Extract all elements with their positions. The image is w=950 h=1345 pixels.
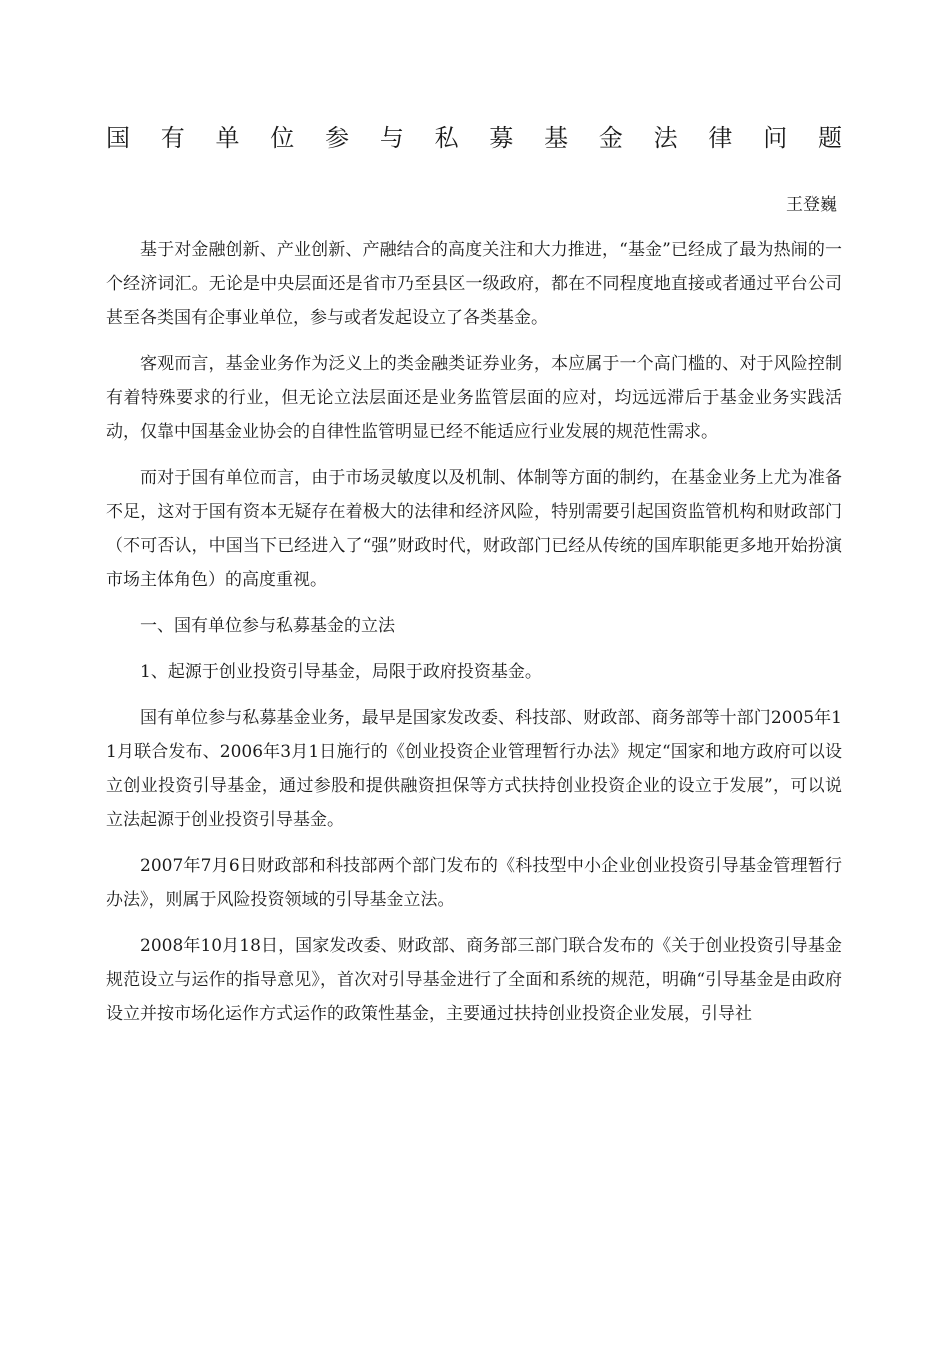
title-char: 问 (763, 124, 788, 152)
author-name: 王登巍 (786, 195, 837, 215)
title-char: 金 (598, 124, 623, 152)
title-char: 律 (708, 124, 733, 152)
title-char: 基 (544, 124, 569, 152)
section-heading: 一、国有单位参与私募基金的立法 (140, 616, 395, 636)
title-char: 位 (270, 124, 295, 152)
paragraph-objective-view: 客观而言，基金业务作为泛义上的类金融类证券业务，本应属于一个高门槛的、对于风险控制有着特殊要求的行业，但无论立法层面还是业务监管层面的应对，均远远滞后于基金业务实践活动，仅靠中国基金业协会的自律性监管明显已经不能适应行业发展的规范性需求。 (106, 354, 842, 442)
title-char: 法 (653, 124, 678, 152)
title-char: 有 (160, 124, 185, 152)
paragraph-state-units: 而对于国有单位而言，由于市场灵敏度以及机制、体制等方面的制约，在基金业务上尤为准备不足，这对于国有资本无疑存在着极大的法律和经济风险，特别需要引起国资监管机构和财政部门（不可否认，中国当下已经进入了“强”财政时代，财政部门已经从传统的国库职能更多地开始扮演市场主体角色）的高度重视。 (106, 468, 842, 590)
title-char: 私 (434, 124, 459, 152)
subsection-heading: 1、起源于创业投资引导基金，局限于政府投资基金。 (140, 662, 542, 682)
paragraph-2008: 2008年10月18日，国家发改委、财政部、商务部三部门联合发布的《关于创业投资引导基金规范设立与运作的指导意见》，首次对引导基金进行了全面和系统的规范，明确“引导基金是由政府设立并按市场化运作方式运作的政策性基金，主要通过扶持创业投资企业发展，引导社 (106, 936, 842, 1024)
document-body (106, 233, 842, 1043)
title-char: 单 (215, 124, 240, 152)
paragraph-2007: 2007年7月6日财政部和科技部两个部门发布的《科技型中小企业创业投资引导基金管理暂行办法》，则属于风险投资领域的引导基金立法。 (106, 856, 842, 910)
title-char: 题 (817, 124, 842, 152)
title-char: 国 (106, 124, 130, 152)
title-char: 参 (325, 124, 350, 152)
title-char: 与 (379, 124, 404, 152)
document-title (106, 120, 842, 156)
paragraph-origin: 国有单位参与私募基金业务，最早是国家发改委、科技部、财政部、商务部等十部门2005年11月联合发布、2006年3月1日施行的《创业投资企业管理暂行办法》规定“国家和地方政府可以设立创业投资引导基金，通过参股和提供融资担保等方式扶持创业投资企业的设立于发展”，可以说立法起源于创业投资引导基金。 (106, 708, 842, 830)
title-char: 募 (489, 124, 514, 152)
paragraph-intro: 基于对金融创新、产业创新、产融结合的高度关注和大力推进，“基金”已经成了最为热闹的一个经济词汇。无论是中央层面还是省市乃至县区一级政府，都在不同程度地直接或者通过平台公司甚至各类国有企事业单位，参与或者发起设立了各类基金。 (106, 240, 842, 328)
